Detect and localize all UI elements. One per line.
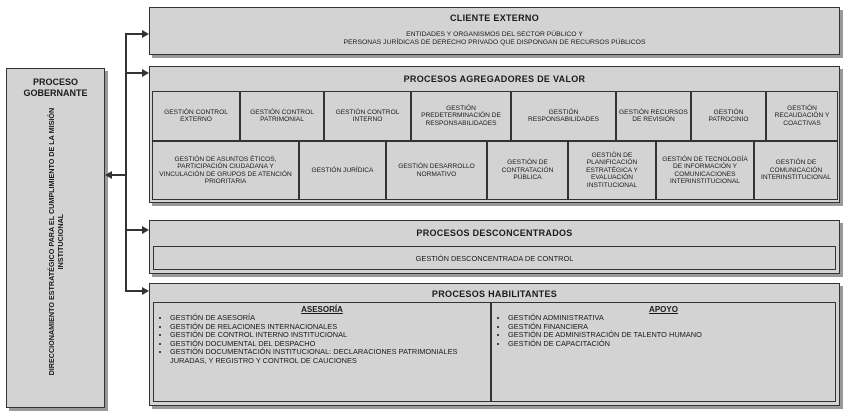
asesoria-item: • GESTIÓN DOCUMENTACIÓN INSTITUCIONAL: DECLARACIONES PATRIMONIALES JURADAS, Y REGISTRO Y CONTROL DE CAUCIONES [170,348,460,365]
habilitantes-box [149,283,840,406]
cliente-line-1: ENTIDADES Y ORGANISMOS DEL SECTOR PÚBLICO Y [406,31,583,38]
agregadores-title: PROCESOS AGREGADORES DE VALOR [403,74,586,84]
cell-gestion-responsabilidades: GESTIÓN RESPONSABILIDADES [511,91,616,141]
asesoria-title: ASESORÍA [301,305,343,314]
cell-gestion-patrocinio: GESTIÓN PATROCINIO [691,91,766,141]
arrow-cliente [142,30,149,38]
apoyo-panel [491,302,836,402]
cell-gestion-tecnologia: GESTIÓN DE TECNOLOGÍA DE INFORMACIÓN Y COMUNICACIONES INTERINSTITUCIONAL [656,141,754,200]
apoyo-list [496,314,831,348]
gestion-desconcentrada-text: GESTIÓN DESCONCENTRADA DE CONTROL [415,253,574,263]
cell-gestion-desarrollo-normativo: GESTIÓN DESARROLLO NORMATIVO [386,141,487,200]
cell-gestion-asuntos-eticos: GESTIÓN DE ASUNTOS ÉTICOS, PARTICIPACIÓN CIUDADANA Y VINCULACIÓN DE GRUPOS DE ATENCIÓN PRIORITARIA [152,141,299,200]
cliente-externo-title: CLIENTE EXTERNO [449,13,539,23]
apoyo-title: APOYO [649,305,678,314]
desconcentrados-title: PROCESOS DESCONCENTRADOS [416,228,573,238]
arrow-to-gobernante [105,171,112,179]
connector-desconcentrados [125,229,143,231]
cell-gestion-control-patrimonial: GESTIÓN CONTROL PATRIMONIAL [240,91,324,141]
cell-gestion-predeterminacion: GESTIÓN PREDETERMINACIÓN DE RESPONSABILIDADES [411,91,511,141]
cell-gestion-control-interno: GESTIÓN CONTROL INTERNO [324,91,411,141]
connector-habilitantes [125,290,143,292]
apoyo-item: • GESTIÓN DE CAPACITACIÓN [508,340,831,349]
cliente-line-2: PERSONAS JURÍDICAS DE DERECHO PRIVADO QUE DISPONGAN DE RECURSOS PÚBLICOS [343,39,646,46]
asesoria-item: • GESTIÓN DOCUMENTAL DEL DESPACHO [170,340,486,349]
cell-gestion-contratacion-publica: GESTIÓN DE CONTRATACIÓN PÚBLICA [487,141,568,200]
desconcentrados-box [149,220,840,274]
asesoria-list [158,314,486,366]
connector-cliente [125,33,143,35]
connector-agregadores [125,72,143,74]
cliente-externo-box [149,7,840,55]
proceso-gobernante-title: PROCESO GOBERNANTE [23,77,88,98]
apoyo-item: • GESTIÓN ADMINISTRATIVA [508,314,831,323]
asesoria-item: • GESTIÓN DE RELACIONES INTERNACIONALES [170,323,486,332]
direccionamiento-text: DIRECCIONAMIENTO ESTRATÉGICO PARA EL CUMPLIMIENTO DE LA MISIÓN INSTITUCIONAL [46,107,65,376]
habilitantes-title: PROCESOS HABILITANTES [431,289,558,299]
desconcentrados-inner [153,246,836,270]
apoyo-item: • GESTIÓN FINANCIERA [508,323,831,332]
cell-gestion-control-externo: GESTIÓN CONTROL EXTERNO [152,91,240,141]
arrow-agregadores [142,69,149,77]
cell-gestion-recursos-revision: GESTIÓN RECURSOS DE REVISIÓN [616,91,691,141]
arrow-desconcentrados [142,226,149,234]
cell-gestion-juridica: GESTIÓN JURÍDICA [299,141,386,200]
asesoria-item: • GESTIÓN DE CONTROL INTERNO INSTITUCIONAL [170,331,486,340]
connector-to-gobernante [110,174,125,176]
cell-gestion-recaudacion: GESTIÓN RECAUDACIÓN Y COACTIVAS [766,91,838,141]
cell-gestion-planificacion: GESTIÓN DE PLANIFICACIÓN ESTRATÉGICA Y EVALUACIÓN INSTITUCIONAL [568,141,656,200]
proceso-gobernante-box [6,68,105,408]
apoyo-item: • GESTIÓN DE ADMINISTRACIÓN DE TALENTO HUMANO [508,331,831,340]
cell-gestion-comunicacion: GESTIÓN DE COMUNICACIÓN INTERINSTITUCIONAL [754,141,838,200]
arrow-habilitantes [142,287,149,295]
asesoria-item: • GESTIÓN DE ASESORÍA [170,314,486,323]
asesoria-panel [153,302,491,402]
